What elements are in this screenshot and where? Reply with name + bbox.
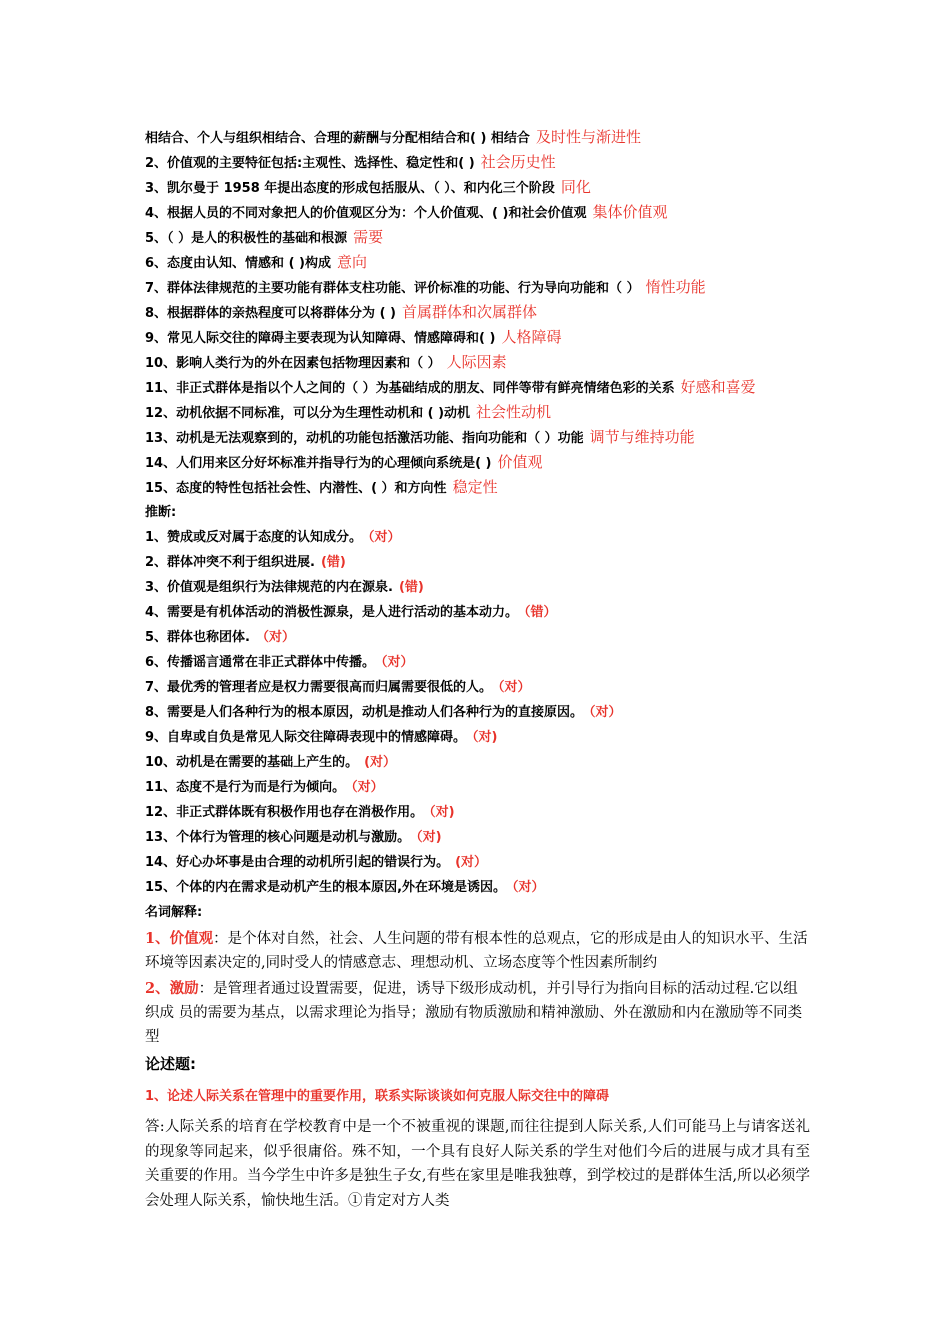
fill-in-item: 12、动机依据不同标准，可以分为生理性动机和 ( )动机 社会性动机: [145, 403, 552, 421]
judge-answer: （对）: [368, 530, 401, 545]
fill-in-answer: 好感和喜爱: [680, 378, 756, 396]
judge-item: 9、自卑或自负是常见人际交往障碍表现中的情感障碍。 （对): [145, 730, 498, 745]
judge-answer: （对）: [498, 680, 531, 695]
judge-list: [145, 525, 810, 900]
judge-answer: (对）: [364, 755, 397, 770]
judge-heading: 推断:: [145, 505, 177, 520]
fill-in-answer: 首属群体和次属群体: [401, 303, 537, 321]
fill-in-answer: 需要: [353, 228, 384, 246]
fill-in-answer: 稳定性: [452, 478, 498, 496]
fill-in-answer: 人际因素: [446, 353, 507, 371]
judge-item: 5、群体也称团体. （对）: [145, 630, 295, 645]
judge-answer: （对）: [589, 705, 622, 720]
fill-in-item: 3、凯尔曼于 1958 年提出态度的形成包括服从、（ ）、和内化三个阶段 同化: [145, 178, 591, 196]
judge-item: 11、态度不是行为而是行为倾向。 （对）: [145, 780, 384, 795]
judge-item: 1、赞成或反对属于态度的认知成分。 （对）: [145, 530, 401, 545]
fill-in-item: 7、群体法律规范的主要功能有群体支柱功能、评价标准的功能、行为导向功能和（ ） 惰性功能: [145, 278, 706, 296]
term-name: 价值观: [169, 930, 214, 947]
judge-item: 15、个体的内在需求是动机产生的根本原因,外在环境是诱因。 （对）: [145, 880, 545, 895]
judge-answer: （对): [472, 730, 498, 745]
terms-heading: 名词解释:: [145, 905, 203, 920]
fill-in-answer: 调节与维持功能: [589, 428, 695, 446]
term-definition: 2、激励：是管理者通过设置需要，促进，诱导下级形成动机，并引导行为指向目标的活动过程.它以组织成 员的需要为基点，以需求理论为指导；激励有物质激励和精神激励、外在激励和内在激励等不同类型: [145, 980, 803, 1045]
judge-answer: （对): [429, 805, 455, 820]
fill-in-item: 9、常见人际交往的障碍主要表现为认知障碍、情感障碍和( ) 人格障碍: [145, 328, 562, 346]
judge-answer: （对）: [381, 655, 414, 670]
judge-answer: (错): [320, 555, 346, 570]
fill-in-answer: 社会性动机: [476, 403, 552, 421]
fill-in-answer: 价值观: [497, 453, 543, 471]
judge-answer: （对）: [351, 780, 384, 795]
fill-in-answer: 同化: [560, 178, 591, 196]
essay-heading: 论述题:: [145, 1055, 196, 1073]
judge-item: 2、群体冲突不利于组织进展. (错): [145, 555, 346, 570]
fill-in-item: 8、根据群体的亲热程度可以将群体分为 ( ) 首属群体和次属群体: [145, 303, 537, 321]
term-definition: 1、价值观：是个体对自然，社会、人生问题的带有根本性的总观点，它的形成是由人的知识水平、生活环境等因素决定的,同时受人的情感意志、理想动机、立场态度等个性因素所制约: [145, 930, 808, 971]
judge-answer: （对）: [255, 630, 295, 645]
fill-in-item: 5、（ ）是人的积极性的基础和根源 需要: [145, 228, 384, 246]
judge-item: 4、需要是有机体活动的消极性源泉，是人进行活动的基本动力。 （错）: [145, 605, 557, 620]
judge-item: 13、个体行为管理的核心问题是动机与激励。 （对): [145, 830, 442, 845]
fill-in-answer: 集体价值观: [592, 203, 668, 221]
fill-in-item: 14、人们用来区分好坏标准并指导行为的心理倾向系统是( ) 价值观: [145, 453, 543, 471]
judge-answer: （对): [416, 830, 442, 845]
term-name: 激励: [169, 980, 199, 997]
judge-answer: (错): [398, 580, 424, 595]
fill-in-item: 2、价值观的主要特征包括:主观性、选择性、稳定性和( ) 社会历史性: [145, 153, 556, 171]
document-page: [145, 125, 810, 1213]
judge-item: 14、好心办坏事是由合理的动机所引起的错误行为。 (对）: [145, 855, 488, 870]
fill-in-answer: 人格障碍: [501, 328, 562, 346]
judge-answer: (对）: [455, 855, 488, 870]
fill-in-item: 4、根据人员的不同对象把人的价值观区分为：个人价值观、( )和社会价值观 集体价值观: [145, 203, 668, 221]
fill-in-item: 13、动机是无法观察到的，动机的功能包括激活功能、指向功能和（ ）功能 调节与维持功能: [145, 428, 695, 446]
judge-item: 10、动机是在需要的基础上产生的。 (对）: [145, 755, 397, 770]
fill-in-item: 10、影响人类行为的外在因素包括物理因素和（ ） 人际因素: [145, 353, 507, 371]
fill-in-answer: 社会历史性: [480, 153, 556, 171]
judge-answer: （错）: [524, 605, 557, 620]
fill-in-answer: 惰性功能: [645, 278, 706, 296]
fill-in-item: 11、非正式群体是指以个人之间的（ ）为基础结成的朋友、同伴等带有鲜亮情绪色彩的关系 好感和喜爱: [145, 378, 756, 396]
fill-in-answer: 及时性与渐进性: [535, 128, 641, 146]
essay-answer: 答:人际关系的培育在学校教育中是一个不被重视的课题,而往往提到人际关系,人们可能马上与请客送礼的现象等同起来，似乎很庸俗。殊不知，一个具有良好人际关系的学生对他们今后的进展与成才具有至关重要的作用。当今学生中许多是独生子女,有些在家里是唯我独尊，到学校过的是群体生活,所以必须学会处理人际关系，愉快地生活。①肯定对方人类: [145, 1119, 810, 1209]
judge-item: 8、需要是人们各种行为的根本原因，动机是推动人们各种行为的直接原因。 （对）: [145, 705, 622, 720]
judge-item: 6、传播谣言通常在非正式群体中传播。 （对）: [145, 655, 414, 670]
essay-answer-label: 答:: [145, 1119, 165, 1135]
essay-question: 1、论述人际关系在管理中的重要作用，联系实际谈谈如何克服人际交往中的障碍: [145, 1089, 610, 1104]
fill-in-item: 15、态度的特性包括社会性、内潜性、( ）和方向性 稳定性: [145, 478, 498, 496]
fill-in-item: 6、态度由认知、情感和 ( )构成 意向: [145, 253, 367, 271]
terms-list: [145, 927, 810, 1049]
judge-answer: （对）: [512, 880, 545, 895]
judge-item: 7、最优秀的管理者应是权力需要很高而归属需要很低的人。 （对）: [145, 680, 531, 695]
fill-in-item: 相结合、个人与组织相结合、合理的薪酬与分配相结合和( ) 相结合 及时性与渐进性: [145, 128, 641, 146]
fill-in-answer: 意向: [336, 253, 367, 271]
fill-in-list: [145, 125, 810, 500]
judge-item: 12、非正式群体既有积极作用也存在消极作用。 （对): [145, 805, 455, 820]
judge-item: 3、价值观是组织行为法律规范的内在源泉. (错): [145, 580, 424, 595]
